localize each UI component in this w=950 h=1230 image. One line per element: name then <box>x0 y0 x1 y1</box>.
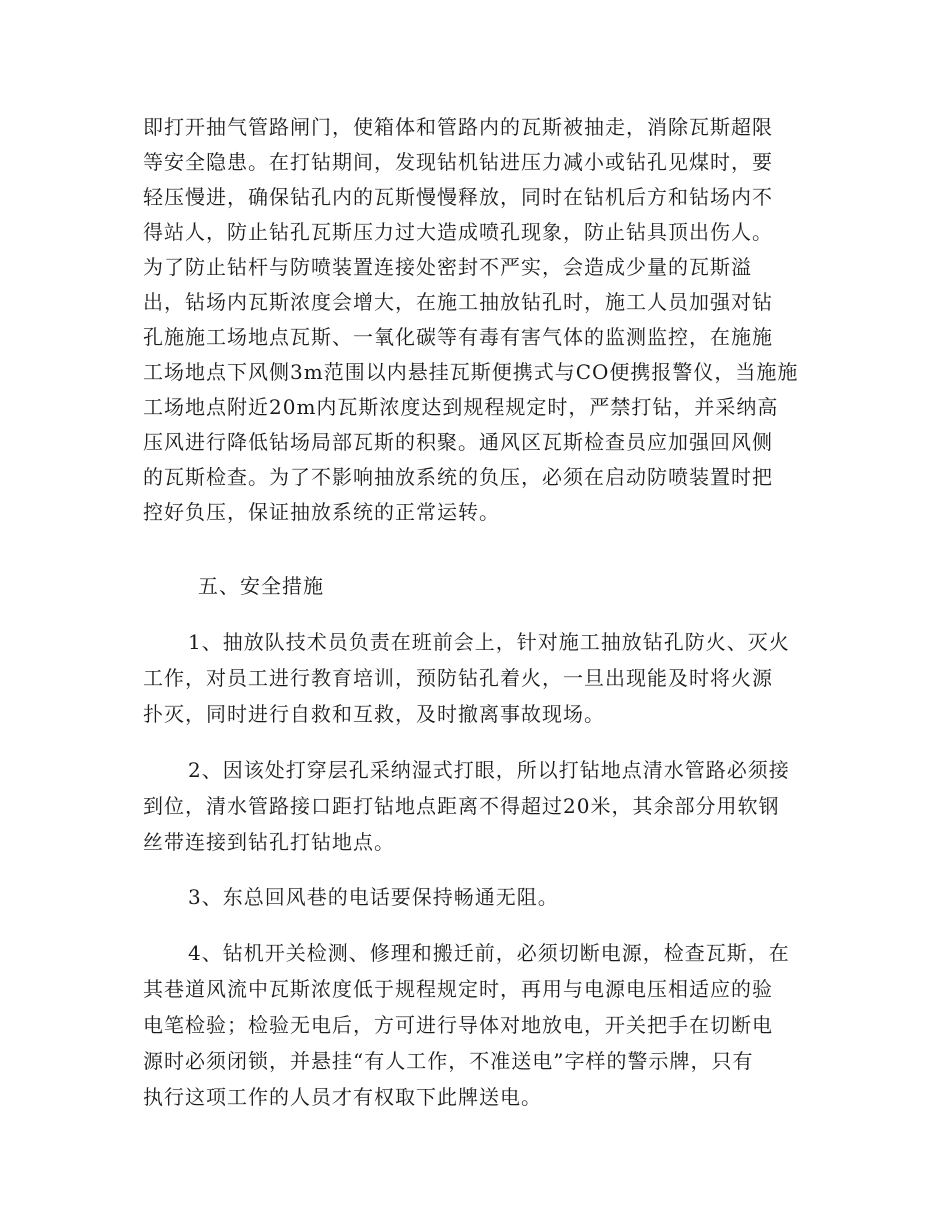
text-line: 电笔检验；检验无电后，方可进行导体对地放电，开关把手在切断电 <box>143 1013 773 1037</box>
text-line: 工场地点下风侧3m范围以内悬挂瓦斯便携式与CO便携报警仪，当施施 <box>143 360 799 384</box>
text-line: 丝带连接到钻孔打钻地点。 <box>143 830 395 854</box>
text-line: 孔施施工场地点瓦斯、一氧化碳等有毒有害气体的监测监控，在施施 <box>143 325 773 349</box>
text-line: 等安全隐患。在打钻期间，发现钻机钻进压力减小或钻孔见煤时，要 <box>143 150 773 174</box>
text-line: 2、因该处打穿层孔采纳湿式打眼，所以打钻地点清水管路必须接 <box>188 758 790 782</box>
text-line: 工作，对员工进行教育培训，预防钻孔着火，一旦出现能及时将火源 <box>143 666 773 690</box>
text-line: 到位，清水管路接口距打钻地点距离不得超过20米，其余部分用软钢 <box>143 794 780 818</box>
text-line: 扑灭，同时进行自救和互救，及时撤离事故现场。 <box>143 702 605 726</box>
text-line: 其巷道风流中瓦斯浓度低于规程规定时，再用与电源电压相适应的验 <box>143 977 773 1001</box>
text-line: 轻压慢进，确保钻孔内的瓦斯慢慢释放，同时在钻机后方和钻场内不 <box>143 185 773 209</box>
text-line: 源时必须闭锁，并悬挂“有人工作，不准送电”字样的警示牌，只有 <box>143 1049 754 1073</box>
text-line: 执行这项工作的人员才有权取下此牌送电。 <box>143 1085 542 1109</box>
text-line: 为了防止钻杆与防喷装置连接处密封不严实，会造成少量的瓦斯溢 <box>143 255 752 279</box>
text-line: 控好负压，保证抽放系统的正常运转。 <box>143 500 500 524</box>
section-heading: 五、安全措施 <box>198 574 324 598</box>
text-line: 的瓦斯检查。为了不影响抽放系统的负压，必须在启动防喷装置时把 <box>143 465 773 489</box>
text-line: 出，钻场内瓦斯浓度会增大，在施工抽放钻孔时，施工人员加强对钻 <box>143 290 773 314</box>
text-line: 4、钻机开关检测、修理和搬迁前，必须切断电源，检查瓦斯，在 <box>188 941 790 965</box>
text-line: 即打开抽气管路闸门，使箱体和管路内的瓦斯被抽走，消除瓦斯超限 <box>143 115 773 139</box>
text-line: 3、东总回风巷的电话要保持畅通无阻。 <box>188 885 559 909</box>
text-line: 工场地点附近20m内瓦斯浓度达到规程规定时，严禁打钻，并采纳高 <box>143 395 779 419</box>
text-line: 1、抽放队技术员负责在班前会上，针对施工抽放钻孔防火、灭火 <box>188 630 790 654</box>
text-line: 压风进行降低钻场局部瓦斯的积聚。通风区瓦斯检查员应加强回风侧 <box>143 430 773 454</box>
text-line: 得站人，防止钻孔瓦斯压力过大造成喷孔现象，防止钻具顶出伤人。 <box>143 220 773 244</box>
